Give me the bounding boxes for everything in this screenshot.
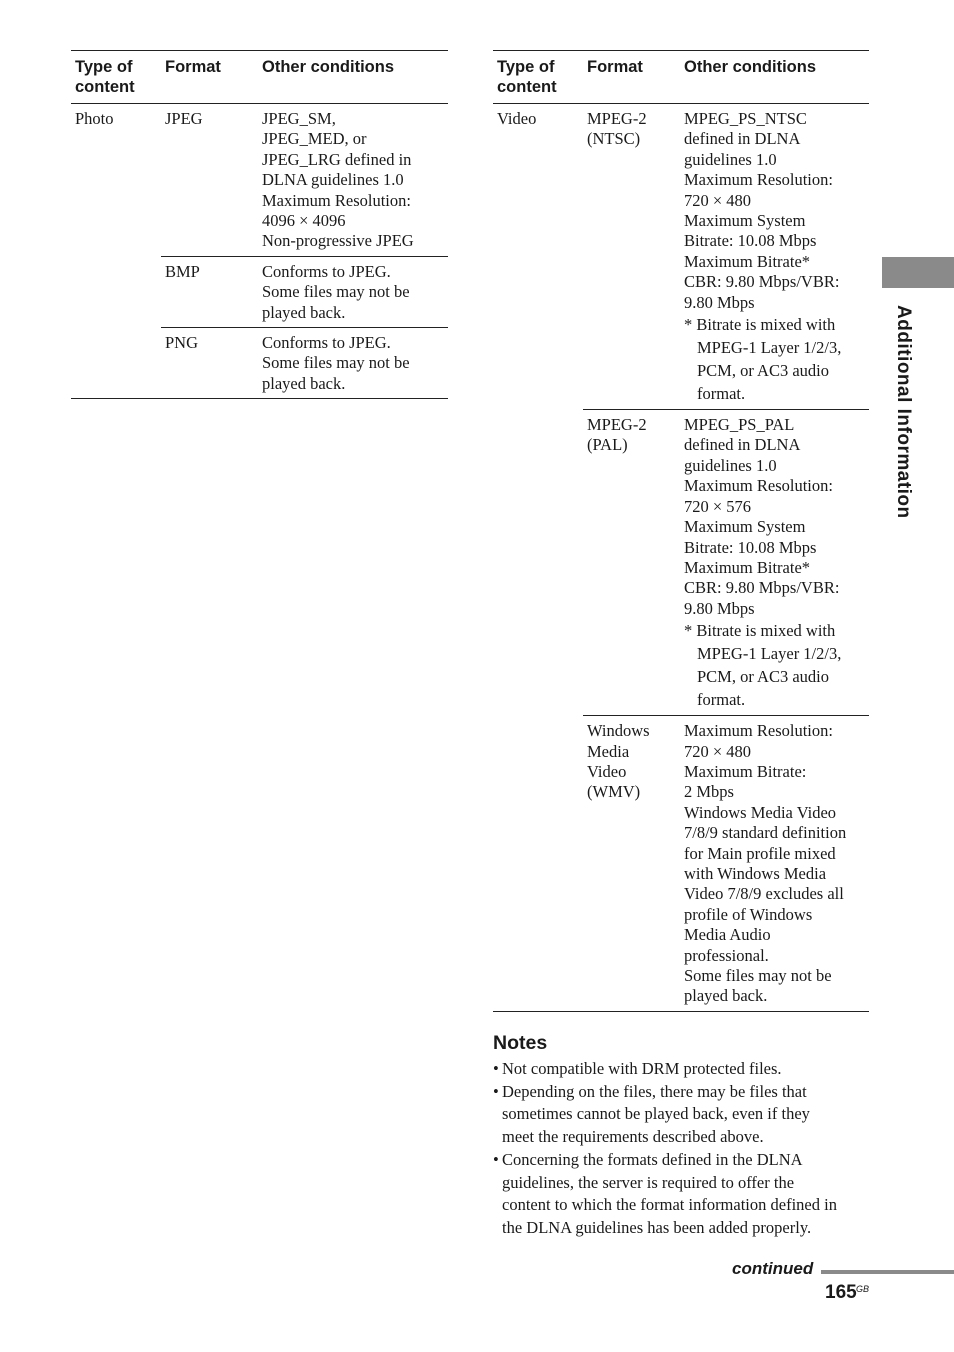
notes-section	[493, 1032, 873, 1240]
format-cell: PNG	[161, 328, 258, 399]
page-number: 165	[825, 1282, 857, 1303]
header-type-of-content: Type of content	[493, 51, 583, 104]
format-cell: Windows Media Video (WMV)	[583, 716, 680, 1012]
video-format-table	[493, 50, 869, 1012]
format-cell: JPEG	[165, 109, 203, 128]
header-other-conditions: Other conditions	[258, 51, 448, 104]
header-format: Format	[583, 51, 680, 104]
notes-list	[493, 1058, 873, 1240]
bullet-icon: •	[493, 1081, 499, 1101]
table-row	[493, 716, 869, 1012]
conditions-cell: MPEG_PS_NTSC defined in DLNA guidelines 1.0 Maximum Resolution: 720 × 480 Maximum System Bitrate: 10.08 Mbps Maximum Bitrate* CBR: 9.80 Mbps/VBR: 9.80 Mbps * Bitrate is mixed with MPEG-1 Layer 1/2/3, PCM, or AC3 audio format.	[680, 104, 869, 410]
bullet-icon: •	[493, 1059, 499, 1078]
content-type-video: Video	[497, 109, 537, 128]
section-tab-label: Additional Information	[893, 305, 914, 519]
continued-bar	[821, 1270, 954, 1274]
list-item: • Concerning the formats defined in the DLNA guidelines, the server is required to offer the content to which the format information defined in the DLNA guidelines has been added properly.	[493, 1149, 837, 1237]
header-other-conditions: Other conditions	[680, 51, 869, 104]
conditions-cell: JPEG_SM, JPEG_MED, or JPEG_LRG defined in DLNA guidelines 1.0 Maximum Resolution: 4096 × 4096 Non-progressive JPEG	[262, 109, 414, 251]
conditions-cell: Conforms to JPEG. Some files may not be played back.	[258, 256, 448, 327]
format-cell: MPEG-2 (PAL)	[583, 410, 680, 716]
bullet-icon: •	[493, 1149, 499, 1169]
footnote: * Bitrate is mixed with	[684, 621, 836, 641]
photo-format-table	[71, 50, 448, 399]
header-type-of-content: Type of content	[71, 51, 161, 104]
section-tab-marker	[882, 257, 954, 288]
footnote: * Bitrate is mixed with	[684, 315, 836, 335]
page-suffix: GB	[856, 1284, 870, 1294]
format-cell: BMP	[161, 256, 258, 327]
table-row	[493, 410, 869, 716]
table-row	[493, 104, 869, 410]
format-cell: MPEG-2 (NTSC)	[587, 109, 647, 149]
table-row	[71, 104, 448, 257]
list-item: • Depending on the files, there may be files that sometimes cannot be played back, even if they meet the requirements described above.	[493, 1081, 810, 1147]
table-header-row	[71, 51, 448, 104]
content-type-photo: Photo	[75, 109, 114, 128]
header-format: Format	[161, 51, 258, 104]
continued-label: continued	[732, 1259, 814, 1278]
table-header-row	[493, 51, 869, 104]
list-item: • Not compatible with DRM protected files.	[493, 1058, 873, 1081]
table-row	[71, 256, 448, 327]
conditions-cell: Conforms to JPEG. Some files may not be played back.	[258, 328, 448, 399]
conditions-cell: MPEG_PS_PAL defined in DLNA guidelines 1.0 Maximum Resolution: 720 × 576 Maximum System Bitrate: 10.08 Mbps Maximum Bitrate* CBR: 9.80 Mbps/VBR: 9.80 Mbps * Bitrate is mixed with MPEG-1 Layer 1/2/3, PCM, or AC3 audio format.	[680, 410, 869, 716]
notes-title: Notes	[493, 1032, 548, 1054]
table-row	[71, 328, 448, 399]
conditions-cell: Maximum Resolution: 720 × 480 Maximum Bitrate: 2 Mbps Windows Media Video 7/8/9 standard definition for Main profile mixed with Windows Media Video 7/8/9 excludes all profile of Windows Media Audio professional. Some files may not be played back.	[680, 716, 869, 1012]
